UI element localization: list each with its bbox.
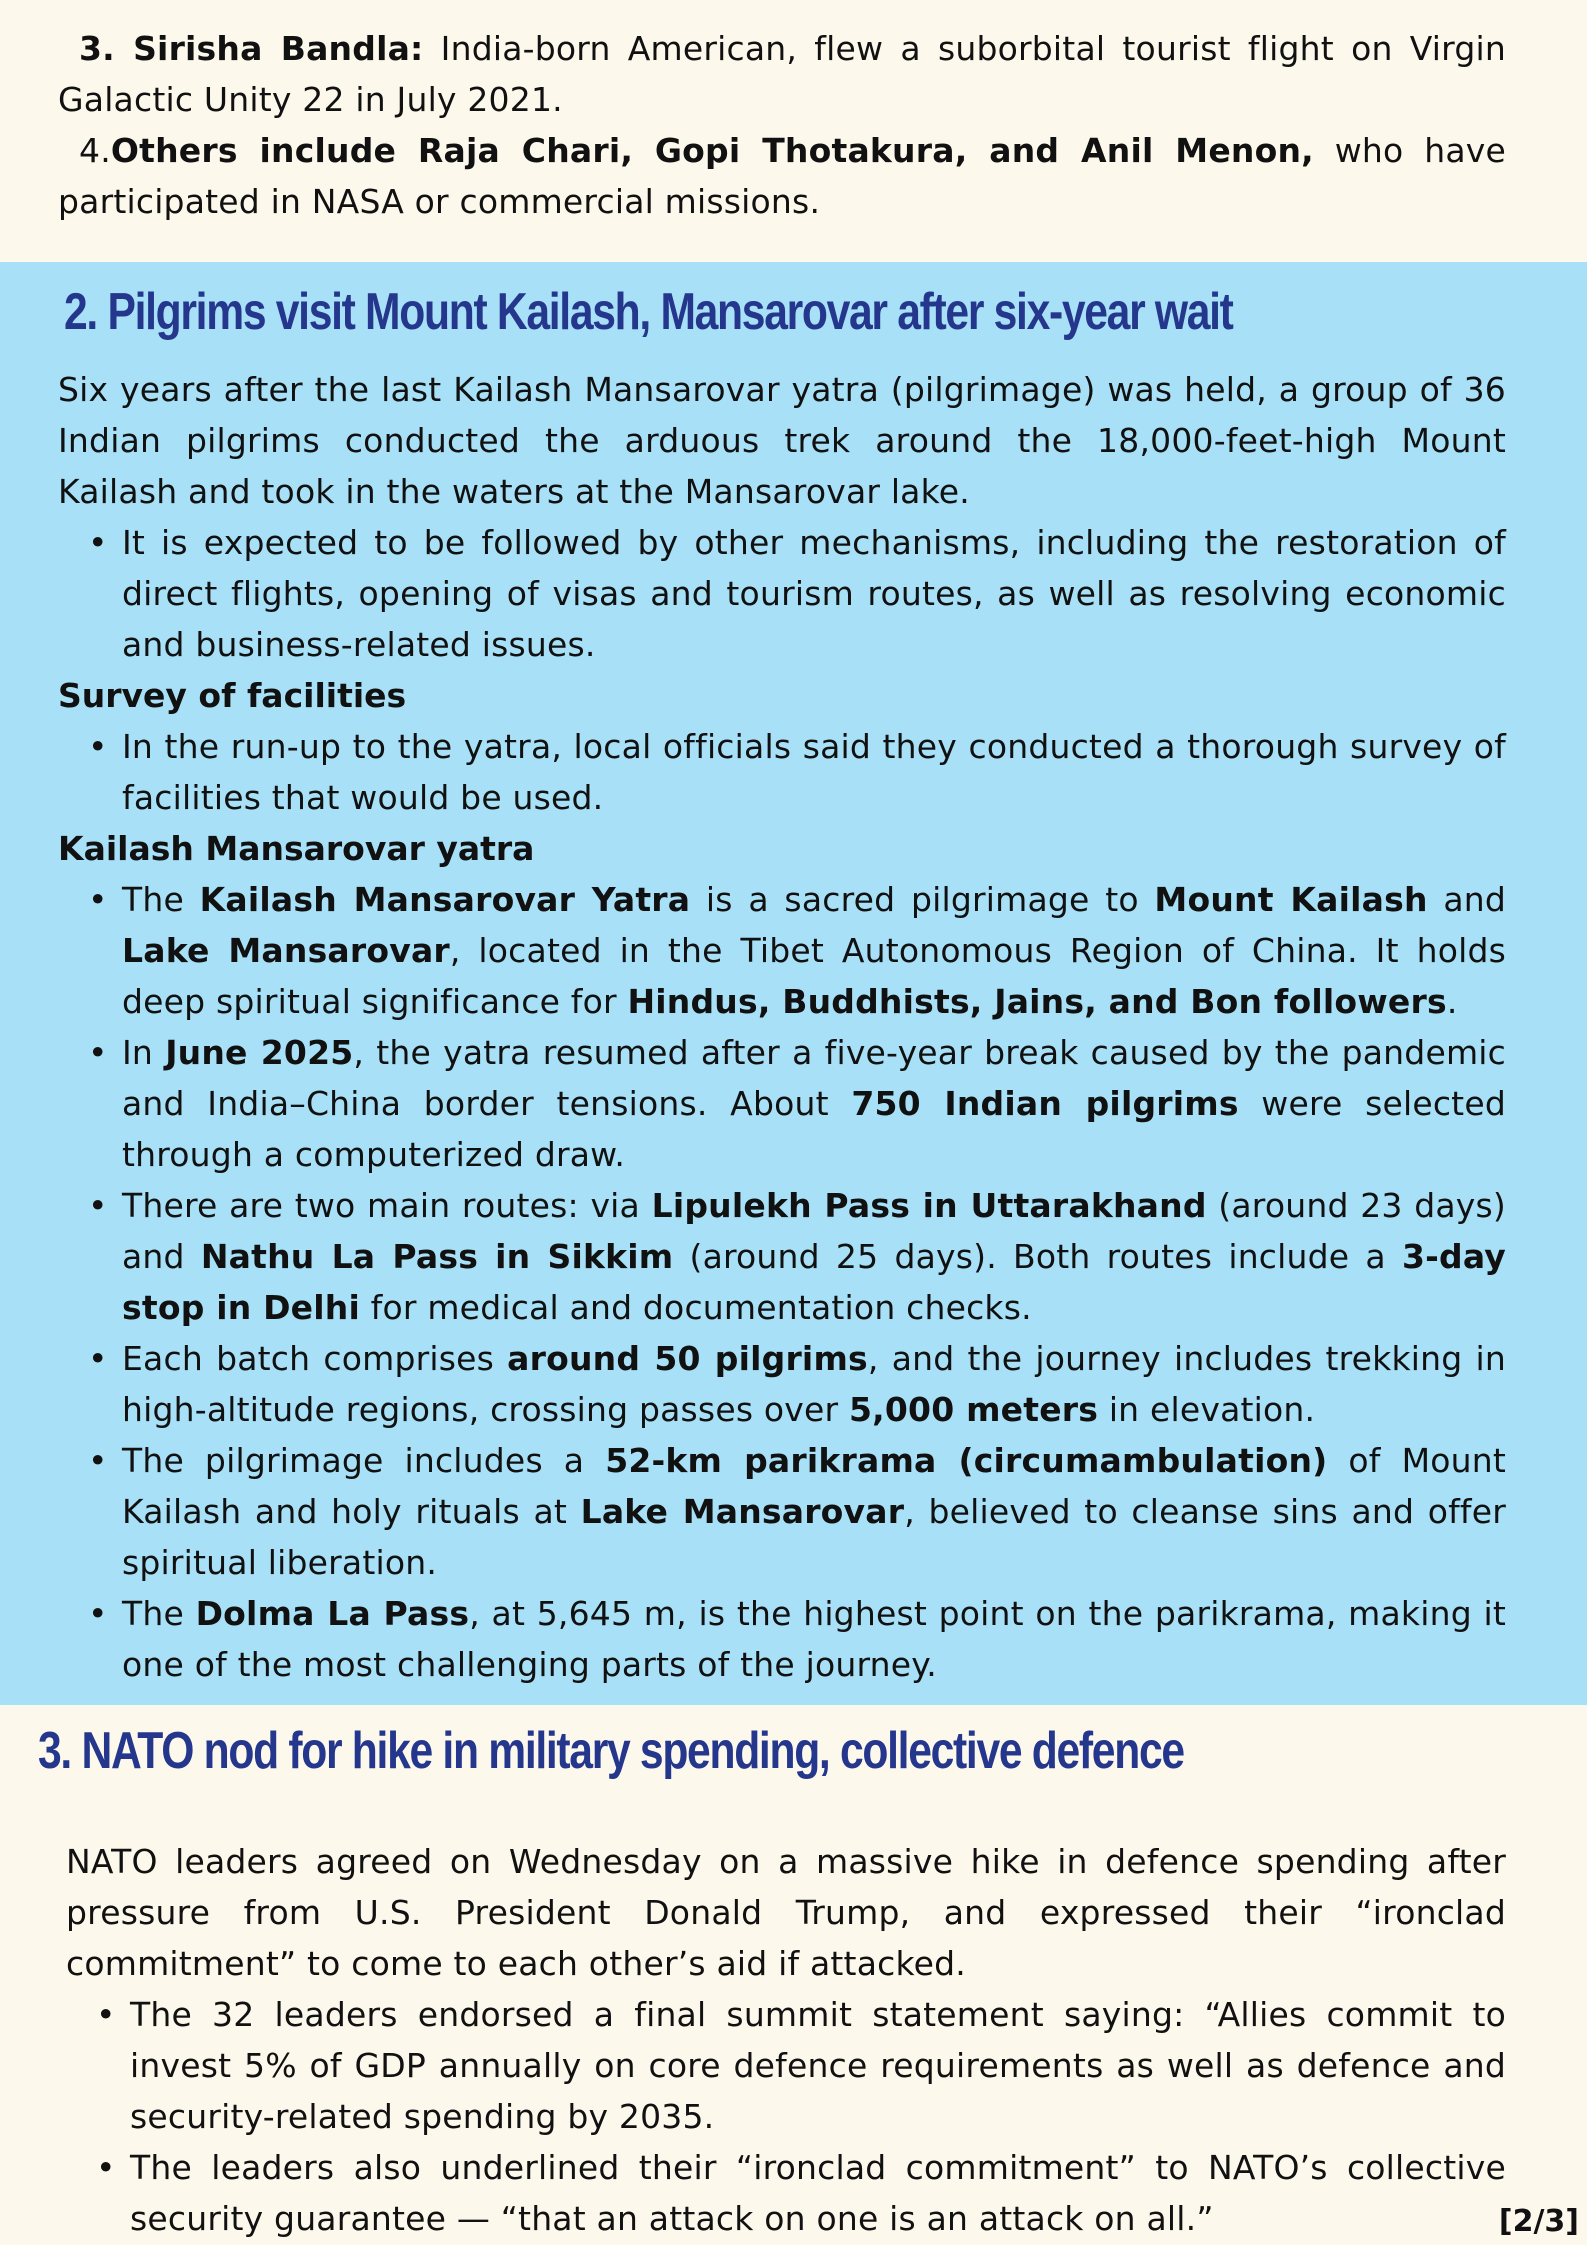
list-item	[58, 1588, 1506, 1690]
subhead-yatra: Kailash Mansarovar yatra	[58, 829, 535, 868]
astronaut-item-3	[58, 23, 1506, 125]
bullet-dot: •	[88, 880, 108, 919]
bold-run: Mount Kailash	[1154, 880, 1428, 919]
bullet-dot: •	[96, 2148, 116, 2187]
section-3-bullets	[66, 1989, 1506, 2244]
bold-run: 5,000 meters	[849, 1390, 1099, 1429]
text-run: , at 5,645 m, is the highest point on the parikrama, making it one of the most challenging parts of the journey.	[122, 1594, 1506, 1684]
bullet-dot: •	[88, 1033, 108, 1072]
text-run: and	[1427, 880, 1506, 919]
bold-run: Dolma La Pass	[195, 1594, 470, 1633]
text-run: of Mount Kailash and holy rituals at	[122, 1441, 1506, 1531]
list-item	[58, 721, 1506, 823]
section-3-intro: NATO leaders agreed on Wednesday on a massive hike in defence spending after pressure from U.S. President Donald Trump, and expressed their “ironclad commitment” to come to each other’s aid if attacked.	[66, 1842, 1506, 1983]
bullet-dot: •	[88, 727, 108, 766]
bullet-dot: •	[88, 1186, 108, 1225]
bold-run: 52-km parikrama (circumambulation)	[605, 1441, 1328, 1480]
previous-section-continuation	[0, 0, 1587, 262]
text-run: There are two main routes: via	[122, 1186, 652, 1225]
list-item	[58, 1027, 1506, 1180]
text-run: is a sacred pilgrimage to	[690, 880, 1155, 919]
bullet-text: The leaders also underlined their “ironclad commitment” to NATO’s collective security guarantee — “that an attack on one is an attack on all.”	[130, 2148, 1506, 2238]
list-item	[58, 1435, 1506, 1588]
section-2-title: 2. Pilgrims visit Mount Kailash, Mansarovar after six-year wait	[64, 283, 1233, 341]
text-run: were selected through a computerized draw.	[122, 1084, 1506, 1174]
section-3-title: 3. NATO nod for hike in military spending, collective defence	[38, 1722, 1184, 1780]
text-run: Each batch comprises	[122, 1339, 508, 1378]
bullet-text: In the run-up to the yatra, local officials said they conducted a thorough survey of facilities that would be used.	[122, 727, 1506, 817]
section-2-intro: Six years after the last Kailash Mansarovar yatra (pilgrimage) was held, a group of 36 Indian pilgrims conducted the arduous trek around the 18,000-feet-high Mount Kailash and took in the waters at the Mansarovar lake.	[58, 370, 1506, 511]
list-item	[66, 1989, 1506, 2142]
list-item	[58, 1180, 1506, 1333]
text-run: The	[122, 880, 200, 919]
text-run: (around 25 days). Both routes include a	[673, 1237, 1402, 1276]
list-item	[66, 2142, 1506, 2244]
text-run: In	[122, 1033, 166, 1072]
bold-run: Kailash Mansarovar Yatra	[199, 880, 691, 919]
bullet-text: The 32 leaders endorsed a final summit statement saying: “Allies commit to invest 5% of GDP annually on core defence requirements as well as defence and security-related spending by 2035.	[130, 1995, 1506, 2136]
astronaut-item-4	[58, 125, 1506, 227]
bullet-dot: •	[88, 1594, 108, 1633]
text-run: for medical and documentation checks.	[359, 1288, 1032, 1327]
section-2-intro-bullets	[58, 517, 1506, 670]
bold-run: Lake Mansarovar	[122, 931, 450, 970]
text-run: .	[1446, 982, 1458, 1021]
bold-run: Nathu La Pass in Sikkim	[200, 1237, 674, 1276]
text-run: (around 23 days) and	[122, 1186, 1506, 1276]
text-run: , the yatra resumed after a five-year break caused by the pandemic and India–China border tensions. About	[122, 1033, 1507, 1123]
nato-section	[0, 1705, 1587, 2245]
list-item	[58, 1333, 1506, 1435]
bold-run: Lake Mansarovar	[580, 1492, 905, 1531]
bold-run: 3-day stop in Delhi	[122, 1237, 1507, 1327]
list-item	[58, 874, 1506, 1027]
bold-run: Lipulekh Pass in Uttarakhand	[651, 1186, 1207, 1225]
bold-run: Hindus, Buddhists, Jains, and Bon followers	[627, 982, 1447, 1021]
survey-bullets	[58, 721, 1506, 823]
text-run: , and the journey includes trekking in high-altitude regions, crossing passes over	[122, 1339, 1507, 1429]
subhead-survey: Survey of facilities	[58, 676, 407, 715]
text-run: The pilgrimage includes a	[122, 1441, 606, 1480]
bullet-dot: •	[88, 1441, 108, 1480]
text-run: , located in the Tibet Autonomous Region of China. It holds deep spiritual significance for	[122, 931, 1506, 1021]
page-number: [2/3]	[1498, 2204, 1579, 2239]
bullet-dot: •	[96, 1995, 116, 2034]
item-3-label: 3. Sirisha Bandla:	[79, 29, 424, 68]
item-4-text: who have participated in NASA or commercial missions.	[58, 131, 1507, 221]
text-run: , believed to cleanse sins and offer spiritual liberation.	[122, 1492, 1506, 1582]
yatra-bullets	[58, 874, 1506, 1690]
text-run: in elevation.	[1098, 1390, 1316, 1429]
bold-run: 750 Indian pilgrims	[851, 1084, 1239, 1123]
list-item	[58, 517, 1506, 670]
item-3-text: India-born American, flew a suborbital tourist flight on Virgin Galactic Unity 22 in July 2021.	[58, 29, 1506, 119]
text-run: The	[122, 1594, 196, 1633]
kailash-section	[0, 262, 1587, 1705]
item-4-label: Others include Raja Chari, Gopi Thotakura, and Anil Menon,	[110, 131, 1314, 170]
bold-run: June 2025	[165, 1033, 354, 1072]
item-4-number: 4.	[79, 131, 111, 170]
bullet-dot: •	[88, 523, 108, 562]
bold-run: around 50 pilgrims	[507, 1339, 868, 1378]
bullet-dot: •	[88, 1339, 108, 1378]
bullet-text: It is expected to be followed by other mechanisms, including the restoration of direct flights, opening of visas and tourism routes, as well as resolving economic and business-related issues.	[122, 523, 1506, 664]
